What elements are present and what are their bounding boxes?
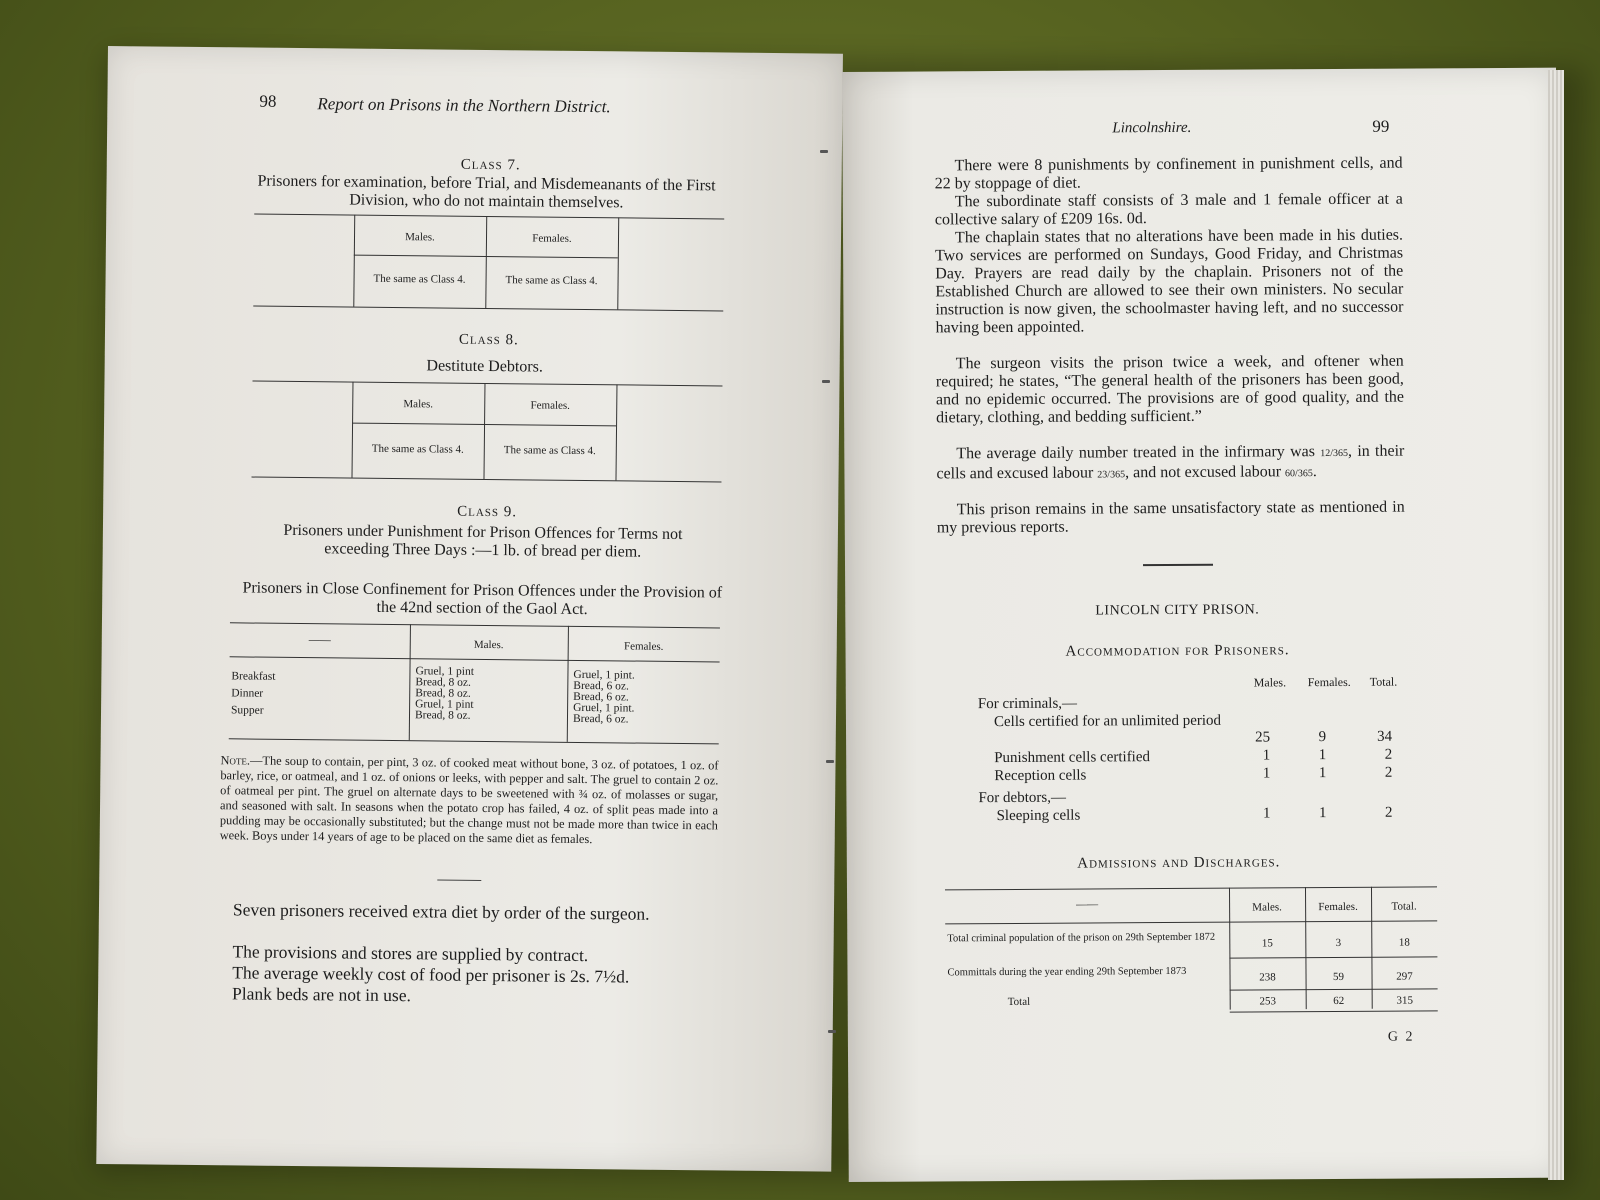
females-item-4: Gruel, 1 pint. bbox=[573, 701, 635, 715]
fraction-3: 60/365 bbox=[1284, 468, 1313, 480]
meal-dinner: Dinner bbox=[231, 687, 264, 700]
signature-mark: G 2 bbox=[1387, 1029, 1415, 1045]
diet-col-males: Males. bbox=[473, 638, 504, 652]
males-item-2: Bread, 8 oz. bbox=[415, 676, 471, 689]
note-label: Note. bbox=[220, 753, 251, 768]
class8-title: Class 8. bbox=[458, 331, 519, 349]
males-item-3: Bread, 8 oz. bbox=[415, 687, 471, 700]
acc-col-males: Males. bbox=[1253, 675, 1287, 690]
acc-col-total: Total. bbox=[1369, 674, 1398, 689]
class8-col-males: Males. bbox=[403, 398, 434, 411]
acc-col-females: Females. bbox=[1307, 674, 1351, 690]
adm-row3-males: 253 bbox=[1259, 995, 1276, 1008]
class8-val-females: The same as Class 4. bbox=[503, 444, 596, 458]
adm-row3-females: 62 bbox=[1333, 994, 1345, 1008]
adm-row2-label: Committals during the year ending 29th September 1873 bbox=[947, 965, 1187, 979]
acc-for-criminals: For criminals,— bbox=[977, 695, 1078, 713]
stitch-3 bbox=[826, 760, 834, 763]
males-item-1: Gruel, 1 pint bbox=[415, 665, 474, 678]
class7-val-females: The same as Class 4. bbox=[505, 274, 598, 288]
stitch-1 bbox=[820, 150, 828, 153]
acc-row4-label: Sleeping cells bbox=[996, 807, 1081, 825]
page-edge bbox=[1548, 70, 1564, 1180]
fraction-1: 12/365 bbox=[1320, 447, 1349, 460]
note-text: —The soup to contain, per pint, 3 oz. of cooked meat without bone, 3 oz. of potatoes, 1 oz. of barley, rice, or oatmeal, and 1 oz. of onions or leeks, with pepper and salt. The gruel to contain 2 oz. of oatmeal per pint. The gruel on alternate days to be sweetened with ¾ oz. of molasses or sugar, and seasoned with salt. In seasons when the potato crop has failed, 4 oz. of split peas made into a pudding may be occasionally substituted; but the change must not be made more than twice in each week. Boys under 14 years of age to be placed on the same diet as females. bbox=[219, 753, 719, 847]
acc-row2-label: Punishment cells certified bbox=[994, 749, 1151, 767]
adm-row3-label: Total bbox=[1007, 995, 1031, 1009]
adm-row1-total: 18 bbox=[1398, 936, 1410, 949]
stitch-2 bbox=[822, 380, 830, 383]
males-item-5: Bread, 8 oz. bbox=[414, 709, 471, 722]
adm-col-total: Total. bbox=[1391, 900, 1417, 913]
adm-row2-males: 238 bbox=[1259, 971, 1276, 984]
running-title-left: Report on Prisons in the Northern District. bbox=[317, 94, 611, 117]
para-chaplain: The chaplain states that no alterations have been made in his duties. Two services are performed on Sundays, Good Friday, and Christmas Day. Prayers are read daily by the chaplain. Prisoners not of the Established Church are allowed to see their own ministers. No secular instruction is now given, the schoolmaster having left, and no successor having been appointed. bbox=[935, 226, 1404, 337]
class9-title: Class 9. bbox=[457, 503, 518, 521]
infirmary-text-c: , and not excused labour bbox=[1125, 463, 1282, 482]
class9-description: Prisoners under Punishment for Prison Offences for Terms not exceeding Three Days :—1 lb. of bread per diem. bbox=[283, 521, 683, 561]
acc-row2-females: 1 bbox=[1318, 747, 1327, 764]
meal-supper: Supper bbox=[230, 704, 264, 717]
para-plank-beds: Plank beds are not in use. bbox=[231, 983, 412, 1006]
acc-for-debtors: For debtors,— bbox=[978, 789, 1066, 807]
running-title-right: Lincolnshire. bbox=[1112, 119, 1192, 137]
class7-val-males: The same as Class 4. bbox=[373, 272, 466, 286]
adm-header-blank: —— bbox=[1076, 898, 1099, 911]
adm-col-males: Males. bbox=[1252, 901, 1282, 914]
females-item-3: Bread, 6 oz. bbox=[573, 690, 629, 704]
infirmary-text-b: , in their cells and excused labour bbox=[936, 442, 1405, 483]
acc-row4-females: 1 bbox=[1318, 805, 1327, 822]
right-page bbox=[842, 68, 1563, 1182]
admissions-title: Admissions and Discharges. bbox=[1077, 854, 1281, 872]
class7-description: Prisoners for examination, before Trial, and Misdemeanants of the First Division, who do not maintain themselves. bbox=[257, 172, 716, 212]
adm-col-females: Females. bbox=[1318, 900, 1358, 914]
infirmary-text-a: The average daily number treated in the infirmary was bbox=[956, 443, 1315, 463]
adm-row1-label: Total criminal population of the prison on 29th September 1872 bbox=[947, 931, 1216, 945]
accommodation-title: Accommodation for Prisoners. bbox=[1065, 642, 1290, 660]
class8-description: Destitute Debtors. bbox=[426, 357, 543, 376]
acc-row1-females: 9 bbox=[1318, 729, 1327, 746]
adm-row1-females: 3 bbox=[1335, 936, 1342, 950]
para-provisions: The provisions and stores are supplied by contract. bbox=[232, 941, 589, 966]
class8-col-females: Females. bbox=[530, 399, 571, 412]
class7-col-males: Males. bbox=[405, 231, 435, 244]
diet-note bbox=[220, 753, 719, 848]
para-infirmary: The average daily number treated in the infirmary was 12/365, in their cells and excused labour 23/365, and not excused labour 60/365. bbox=[936, 442, 1405, 483]
acc-row1-males: 25 bbox=[1255, 729, 1271, 746]
stitch-4 bbox=[828, 1030, 836, 1033]
diet-header-blank: —— bbox=[308, 634, 331, 647]
acc-row3-total: 2 bbox=[1384, 764, 1393, 781]
acc-row3-females: 1 bbox=[1318, 765, 1327, 782]
para-surgeon: The surgeon visits the prison twice a week, and oftener when required; he states, “The general health of the prisoners has been good, and no epidemic occurred. The provisions are of good quality, and the dietary, clothing, and bedding sufficient.” bbox=[935, 352, 1405, 427]
para-punishments: There were 8 punishments by confinement in punishment cells, and 22 by stoppage of diet. bbox=[934, 154, 1403, 193]
class8-val-males: The same as Class 4. bbox=[371, 442, 464, 456]
para-extra-diet: Seven prisoners received extra diet by order of the surgeon. bbox=[232, 899, 650, 924]
adm-row2-total: 297 bbox=[1396, 970, 1413, 983]
class7-col-females: Females. bbox=[532, 232, 572, 245]
acc-row3-males: 1 bbox=[1262, 765, 1271, 782]
females-item-1: Gruel, 1 pint. bbox=[573, 668, 635, 682]
adm-row2-females: 59 bbox=[1333, 970, 1345, 984]
acc-row3-label: Reception cells bbox=[994, 767, 1087, 785]
females-item-2: Bread, 6 oz. bbox=[573, 679, 629, 693]
left-page bbox=[96, 46, 843, 1172]
acc-row1-label: Cells certified for an unlimited period bbox=[993, 712, 1222, 731]
acc-row2-males: 1 bbox=[1262, 747, 1271, 764]
para-staff: The subordinate staff consists of 3 male and 1 female officer at a collective salary of £209 16s. 0d. bbox=[934, 190, 1403, 229]
adm-row1-males: 15 bbox=[1261, 937, 1273, 950]
males-item-4: Gruel, 1 pint bbox=[415, 698, 474, 711]
close-confinement-heading: Prisoners in Close Confinement for Prison Offences under the Provision of the 42nd section of the Gaol Act. bbox=[242, 579, 723, 619]
diet-col-females: Females. bbox=[623, 640, 664, 653]
fraction-2: 23/365 bbox=[1097, 469, 1126, 481]
para-weekly-cost: The average weekly cost of food per prisoner is 2s. 7½d. bbox=[232, 962, 630, 987]
prison-title: LINCOLN CITY PRISON. bbox=[1095, 602, 1260, 619]
meal-breakfast: Breakfast bbox=[231, 670, 276, 683]
adm-row3-total: 315 bbox=[1396, 994, 1413, 1007]
para-unsatisfactory: This prison remains in the same unsatisfactory state as mentioned in my previous reports. bbox=[936, 498, 1405, 537]
page-number-left: 98 bbox=[259, 91, 277, 111]
females-item-5: Bread, 6 oz. bbox=[572, 712, 629, 726]
acc-row1-total: 34 bbox=[1377, 728, 1393, 745]
acc-row4-males: 1 bbox=[1262, 805, 1271, 822]
class7-title: Class 7. bbox=[460, 156, 521, 174]
acc-row2-total: 2 bbox=[1384, 746, 1393, 763]
page-number-right: 99 bbox=[1372, 116, 1390, 136]
acc-row4-total: 2 bbox=[1384, 804, 1393, 821]
